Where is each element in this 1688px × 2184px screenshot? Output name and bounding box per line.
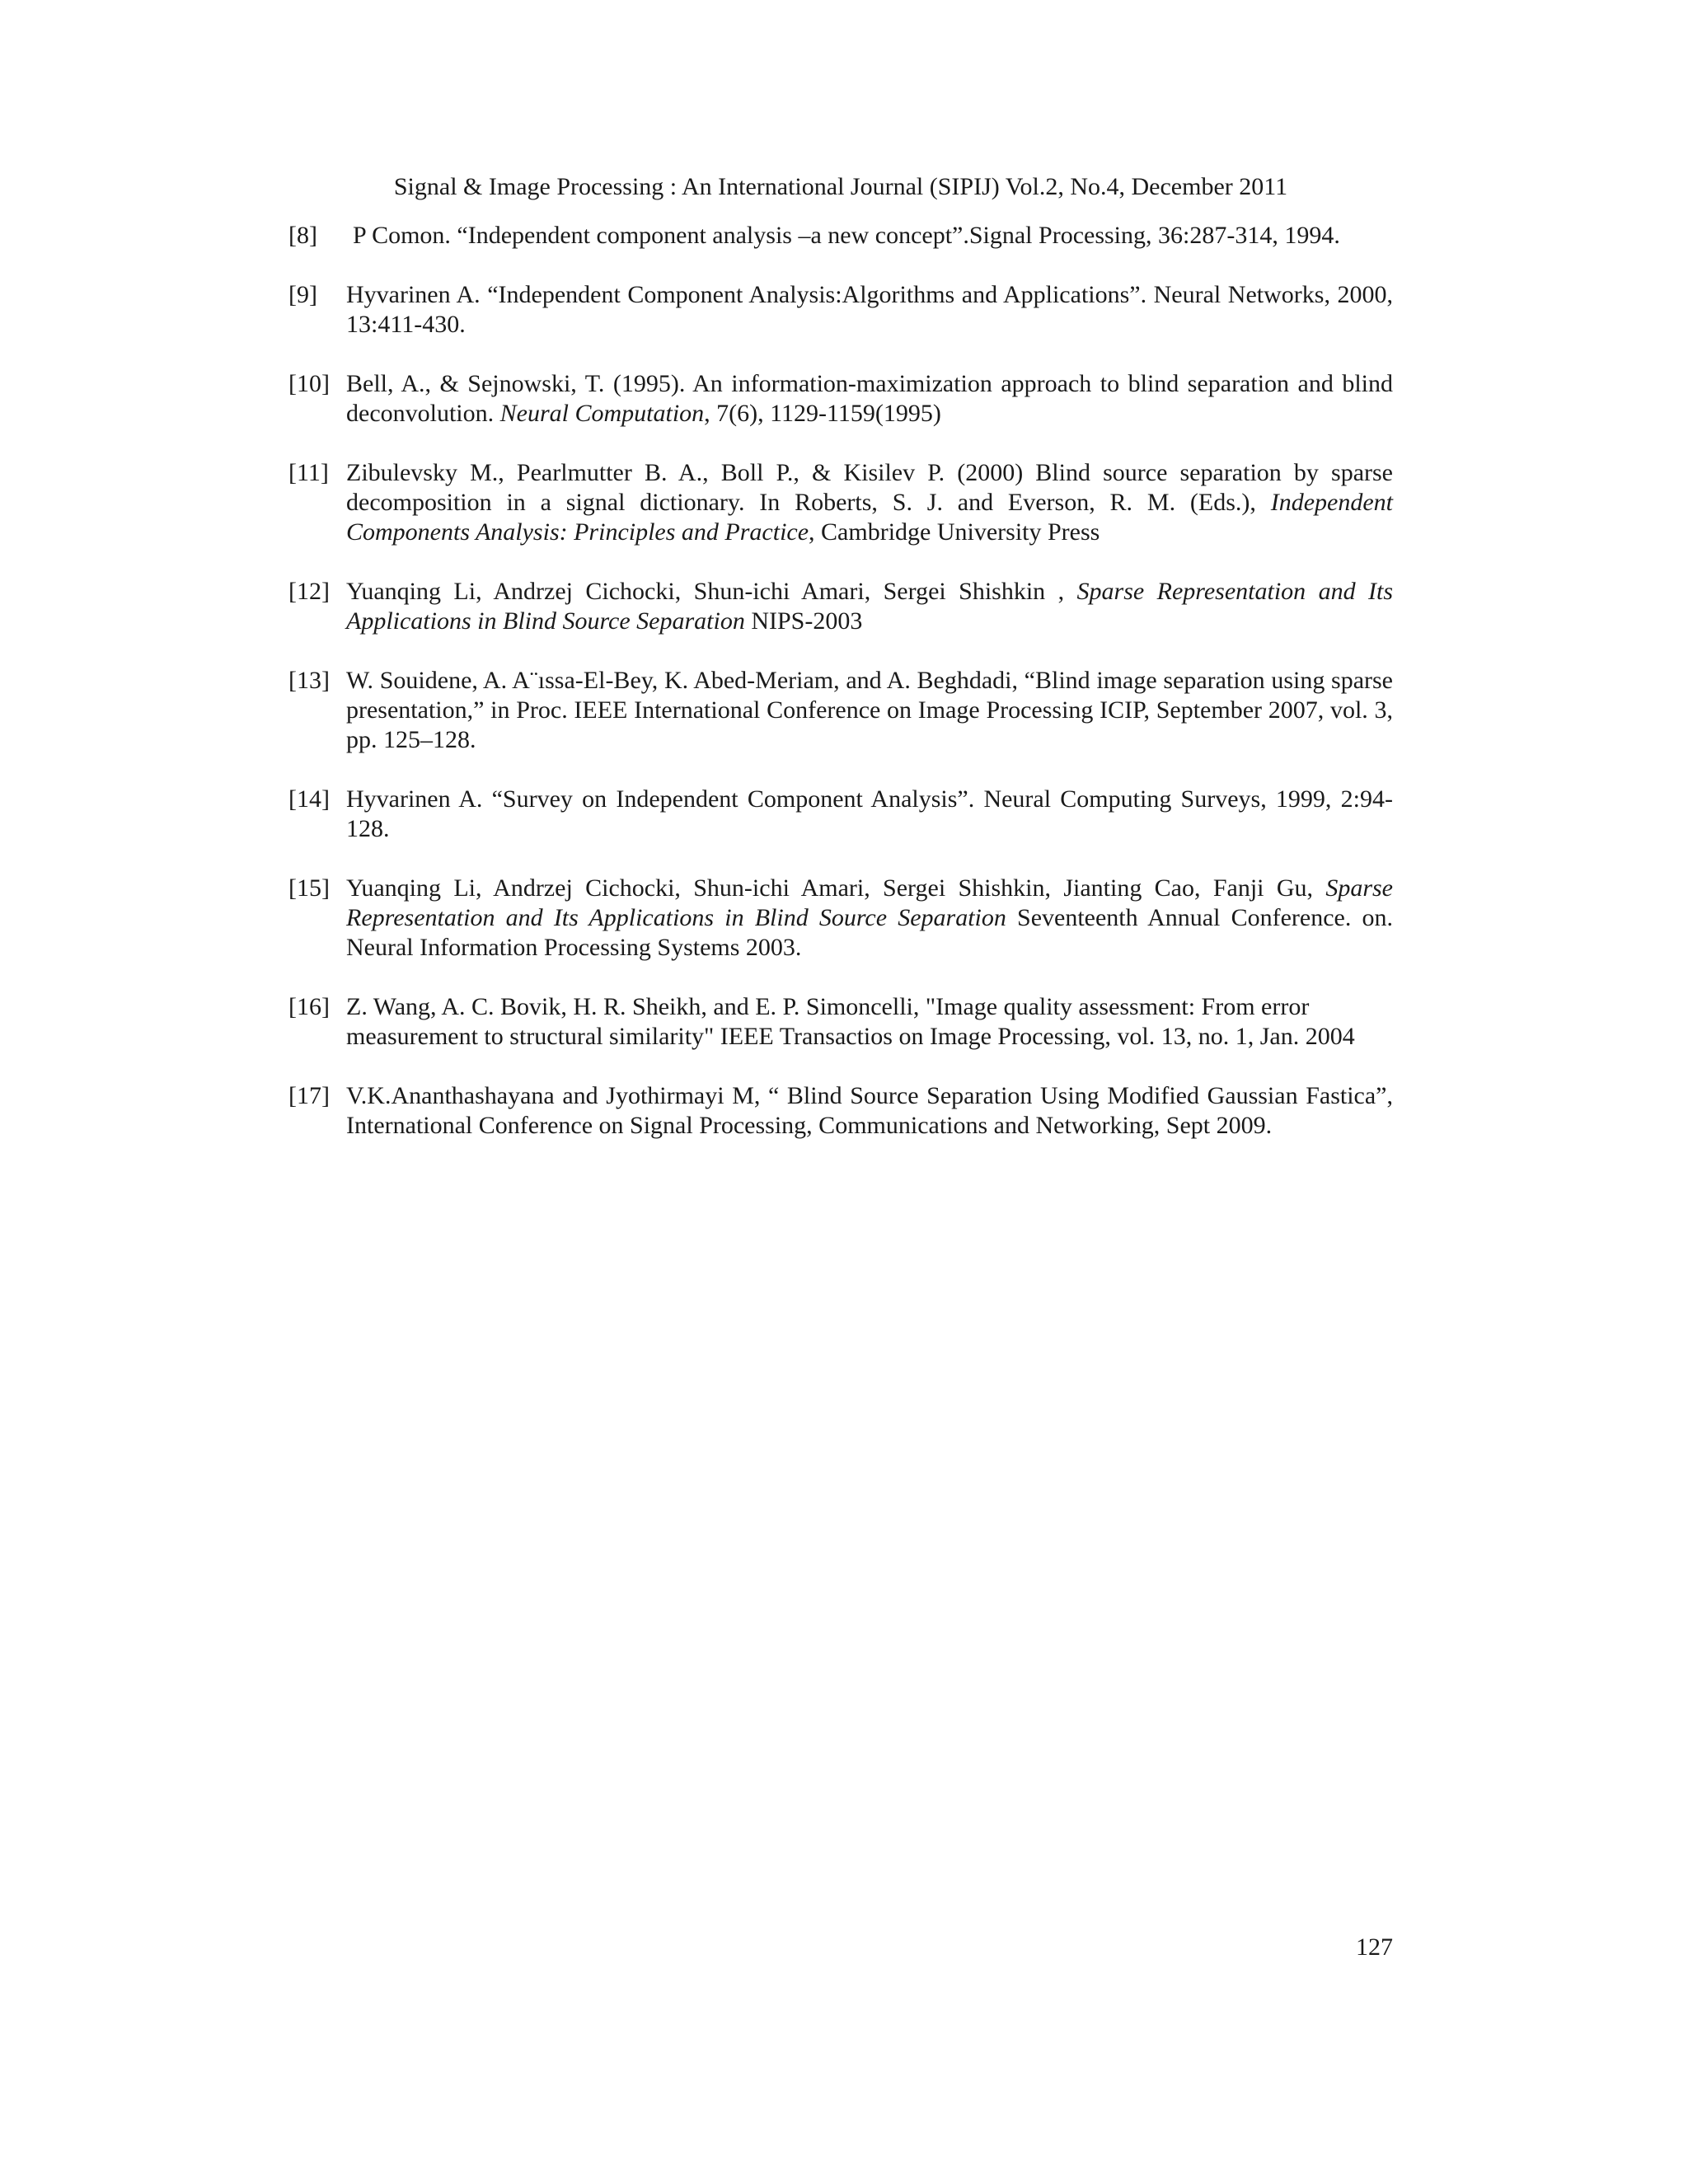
reference-text-segment: W. Souidene, A. A¨ıssa-El-Bey, K. Abed-Meriam, and A. Beghdadi, “Blind image separation using sparse presentation,” in Proc. IEEE International Conference on Image Processing ICIP, September 2007, vol. 3, pp. 125–128. xyxy=(346,667,1393,753)
reference-title-italic: Sparse Representation and Its Applications in Blind Source Separation xyxy=(346,578,1394,635)
reference-number: [17] xyxy=(288,1082,330,1109)
reference-list xyxy=(288,221,1393,1170)
reference-number: [8] xyxy=(288,222,317,249)
reference-item xyxy=(288,221,1393,251)
reference-text xyxy=(346,874,1393,963)
reference-text-segment: Yuanqing Li, Andrzej Cichocki, Shun-ichi Amari, Sergei Shishkin, Jianting Cao, Fanji Gu, xyxy=(346,874,1326,902)
reference-number: [16] xyxy=(288,993,330,1020)
reference-title-italic: Sparse Representation and Its Applications in Blind Source Separation xyxy=(346,874,1393,931)
reference-text xyxy=(346,221,1393,251)
reference-text xyxy=(346,785,1393,844)
reference-text-segment: , Cambridge University Press xyxy=(809,518,1100,546)
reference-text-segment: P Comon. “Independent component analysis –a new concept”.Signal Processing, 36:287-314, 1994. xyxy=(353,222,1340,249)
reference-text-segment: Yuanqing Li, Andrzej Cichocki, Shun-ichi Amari, Sergei Shishkin , xyxy=(346,578,1077,605)
reference-text-segment: NIPS-2003 xyxy=(744,607,863,635)
reference-text-segment: V.K.Ananthashayana and Jyothirmayi M, “ Blind Source Separation Using Modified Gaussian Fastica”, International Conference on Signal Processing, Communications and Networking, Sept 2009. xyxy=(346,1082,1393,1139)
reference-text-segment: Seventeenth Annual Conference. on. Neural Information Processing Systems 2003. xyxy=(346,904,1394,961)
reference-number: [9] xyxy=(288,281,317,308)
reference-item xyxy=(288,280,1393,340)
reference-number: [10] xyxy=(288,370,330,397)
reference-item xyxy=(288,577,1393,636)
reference-text xyxy=(346,1081,1393,1141)
reference-item xyxy=(288,874,1393,963)
reference-item xyxy=(288,992,1393,1052)
reference-text xyxy=(346,666,1393,755)
reference-title-italic: Independent Components Analysis: Principles and Practice xyxy=(346,489,1393,546)
reference-text xyxy=(346,992,1393,1052)
running-header: Signal & Image Processing : An International Journal (SIPIJ) Vol.2, No.4, December 2011 xyxy=(393,173,1288,200)
reference-item xyxy=(288,369,1393,429)
page-number: 127 xyxy=(1356,1933,1393,1961)
reference-text-segment: Hyvarinen A. “Independent Component Analysis:Algorithms and Applications”. Neural Networks, 2000, 13:411-430. xyxy=(346,281,1393,338)
reference-text-segment: Zibulevsky M., Pearlmutter B. A., Boll P., & Kisilev P. (2000) Blind source separation by sparse decomposition in a signal dictionary. In Roberts, S. J. and Everson, R. M. (Eds.), xyxy=(346,459,1393,516)
reference-item xyxy=(288,1081,1393,1141)
reference-text xyxy=(346,280,1393,340)
reference-text xyxy=(346,458,1393,547)
reference-text xyxy=(346,577,1393,636)
reference-number: [11] xyxy=(288,459,329,486)
reference-number: [12] xyxy=(288,578,330,605)
reference-item xyxy=(288,785,1393,844)
reference-text-segment: , 7(6), 1129-1159(1995) xyxy=(704,400,941,427)
reference-number: [13] xyxy=(288,667,330,694)
reference-item xyxy=(288,458,1393,547)
reference-text-segment: Hyvarinen A. “Survey on Independent Component Analysis”. Neural Computing Surveys, 1999, 2:94-128. xyxy=(346,785,1393,842)
reference-text xyxy=(346,369,1393,429)
reference-text-segment: Z. Wang, A. C. Bovik, H. R. Sheikh, and E. P. Simoncelli, "Image quality assessment: From error measurement to structural similarity" IEEE Transactios on Image Processing, vol. 13, no. 1, Jan. 2004 xyxy=(346,993,1355,1050)
reference-title-italic: Neural Computation xyxy=(499,400,705,427)
reference-number: [14] xyxy=(288,785,330,813)
reference-text-segment: Bell, A., & Sejnowski, T. (1995). An information-maximization approach to blind separation and blind deconvolution. xyxy=(346,370,1393,427)
reference-number: [15] xyxy=(288,874,330,902)
reference-item xyxy=(288,666,1393,755)
